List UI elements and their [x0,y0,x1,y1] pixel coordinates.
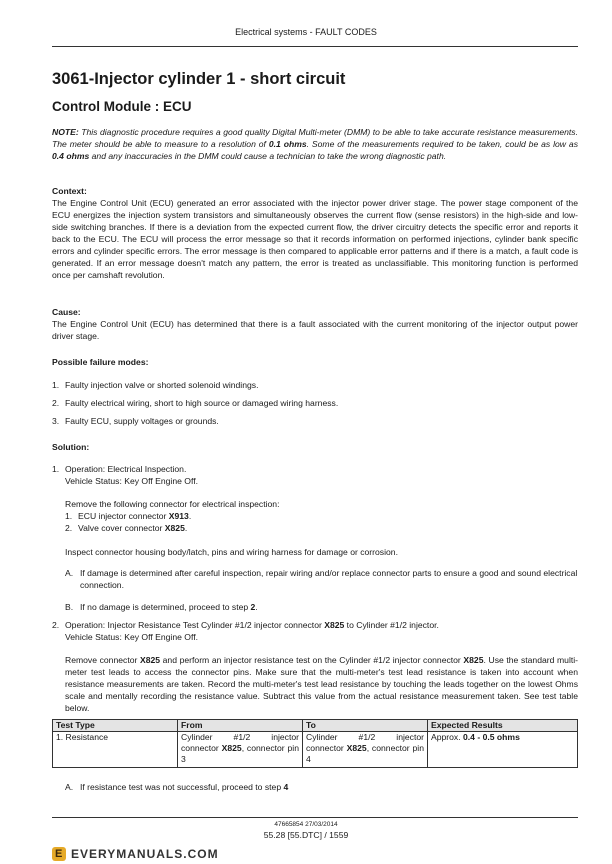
step-2-a [65,781,288,793]
item-text: . [188,511,192,521]
expected-value: 0.4 - 0.5 ohms [463,732,520,742]
footer-rule [52,817,578,818]
text: . Use the standard multi-meter test leads to access the connector pins. Make sure that the multi-meter's test lead resistance is taken into account when resistance measurements are taken. Record the multi-meter's test lead resistance by touching the leads together on the lowest Ohms scale and mentally recording the resistance value. Subtract this value from the actual resistance measurement taken. See test table below. [65,655,579,713]
item-number: 2. [65,523,73,533]
page-header: Electrical systems - FAULT CODES [235,27,377,37]
col-header: Test Type [53,720,178,732]
step-number: 1. [52,464,60,474]
step-number: 2. [52,620,60,630]
item-text: . [255,602,258,612]
item-number: 1. [65,511,73,521]
item-letter: A. [65,782,74,792]
connector-code: X825 [221,743,242,753]
context-heading: Context: [52,186,87,196]
item-text: Faulty ECU, supply voltages or grounds. [65,416,219,426]
watermark-logo-icon: E [52,847,66,861]
item-text: If damage is determined after careful inspection, repair wiring and/or replace connector parts to ensure a good and sound electrical connection. [80,568,578,590]
note-paragraph [52,126,578,162]
step-ref: 2 [250,602,256,612]
note-text: This diagnostic procedure requires a good quality Digital Multi-meter (DMM) to be able to take accurate resistance measurements. The meter should be able to measure to a resolution of [52,127,578,149]
text: Cylinder #1/2 injector connector [181,732,299,753]
step-2-instructions [65,654,578,714]
text: , connector pin 4 [306,743,424,764]
page-title: 3061-Injector cylinder 1 - short circuit [52,70,346,88]
item-letter: B. [65,602,74,612]
connector-code: X825 [139,655,161,665]
text: Approx. [431,732,464,742]
text: , connector pin 3 [181,743,299,764]
control-module-heading: Control Module : ECU [52,99,192,114]
step-1-a [65,567,578,591]
col-header: From [178,720,303,732]
cause-heading: Cause: [52,307,81,317]
step-2 [52,619,439,631]
connector-code: X825 [164,523,185,533]
connector-code: X825 [463,655,484,665]
cell-expected [428,732,578,768]
header-rule [52,46,578,47]
note-label: NOTE: [52,127,79,137]
text: and perform an injector resistance test on the Cylinder #1/2 injector connector [160,655,464,665]
item-text: . [184,523,188,533]
solution-heading: Solution: [52,442,90,452]
connector-code: X825 [324,620,345,630]
step-1 [52,463,186,475]
cell-from [178,732,303,768]
step-1-b [65,601,258,613]
item-text: If resistance test was not successful, proceed to step [80,782,284,792]
step-1-remove: Remove the following connector for electrical inspection: [65,499,280,509]
watermark-group [52,846,219,862]
step-ref: 4 [283,782,289,792]
failure-mode-item [52,397,338,409]
failure-mode-item [52,415,219,427]
cell-test-type: 1. Resistance [53,732,178,768]
note-bold: 0.4 ohms [52,151,90,161]
item-text: Faulty injection valve or shorted solenoid windings. [65,380,259,390]
table-header-row [53,720,578,732]
item-number: 2. [52,398,60,408]
connector-item [65,510,191,522]
item-text: Valve cover connector [78,523,165,533]
item-text: Faulty electrical wiring, short to high source or damaged wiring harness. [65,398,339,408]
table-row [53,732,578,768]
note-bold: 0.1 ohms [268,139,307,149]
step-operation: Operation: Injector Resistance Test Cylinder #1/2 injector connector [65,620,325,630]
item-number: 3. [52,416,60,426]
step-operation: to Cylinder #1/2 injector. [344,620,439,630]
step-operation: Operation: Electrical Inspection. [65,464,187,474]
step-2-status: Vehicle Status: Key Off Engine Off. [65,632,198,642]
cause-body: The Engine Control Unit (ECU) has determined that there is a fault associated with the current monitoring of the injector output power driver stage. [52,319,578,341]
text: Cylinder #1/2 injector connector [306,732,424,753]
step-1-status: Vehicle Status: Key Off Engine Off. [65,476,198,486]
failure-modes-heading: Possible failure modes: [52,357,149,367]
failure-mode-item [52,379,258,391]
item-text: ECU injector connector [78,511,169,521]
connector-code: X913 [168,511,189,521]
footer-doc-info: 47665854 27/03/2014 [274,821,338,828]
note-text: and any inaccuracies in the DMM could cause a technician to take the wrong diagnostic path. [89,151,447,161]
text: Remove connector [65,655,140,665]
col-header: To [303,720,428,732]
test-table [52,719,578,768]
footer-page-number: 55.28 [55.DTC] / 1559 [263,830,349,840]
connector-code: X825 [346,743,367,753]
col-header: Expected Results [428,720,578,732]
note-text: . Some of the measurements required to be taken, could be as low as [306,139,578,149]
step-1-inspect: Inspect connector housing body/latch, pins and wiring harness for damage or corrosion. [65,547,398,557]
cell-to [303,732,428,768]
item-number: 1. [52,380,60,390]
item-letter: A. [65,568,74,578]
context-body: The Engine Control Unit (ECU) generated an error associated with the injector power driver stage. The power stage component of the ECU energizes the injection system transistors and simultaneously observes the current flow (sense resistors) in the high-side and low-side switching branches. If there is a deviation from the expected current flow, the driver circuitry detects the specific error and reports it back to the ECU. The ECU will process the error message so that it records information on performed injections, cylinder bank specific errors and cylinder specific errors. The error message is then compared to applicable error patterns and if there is a match, a fault code is generated. If an error message doesn't match any pattern, the error is treated as unclassifiable. This monitoring function is performed once per camshaft revolution. [52,198,578,280]
connector-item [65,522,187,534]
item-text: If no damage is determined, proceed to step [80,602,251,612]
watermark: EVERYMANUALS.COM [71,847,219,861]
